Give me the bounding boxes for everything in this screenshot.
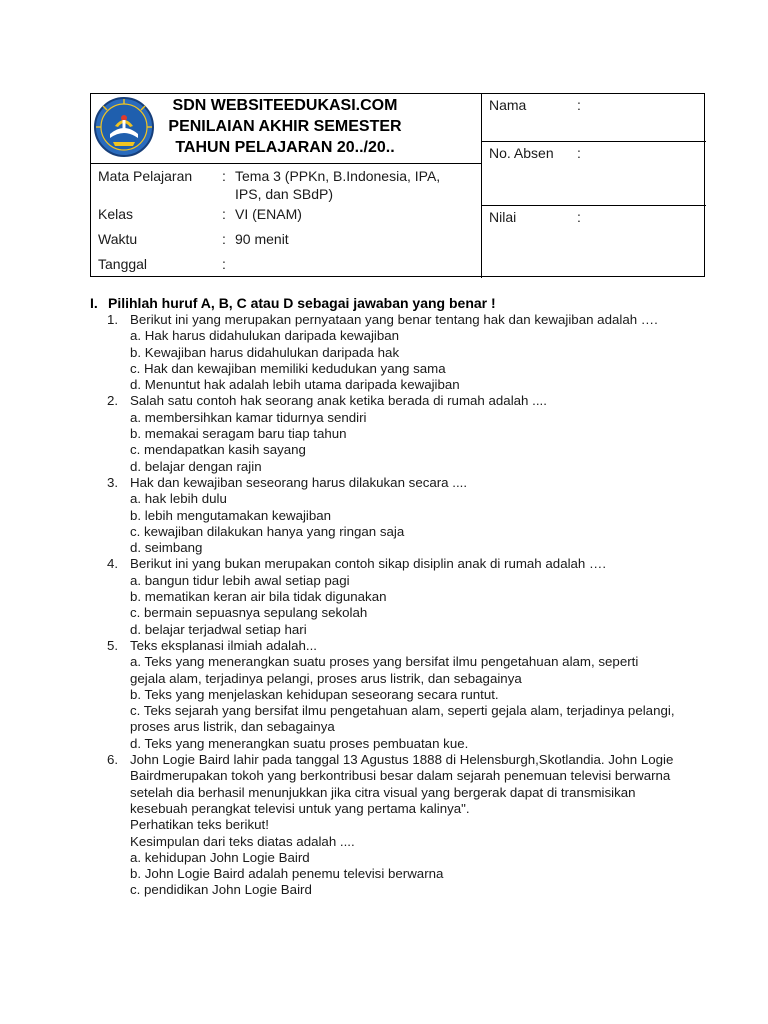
question-text: Berikut ini yang merupakan pernyataan yang benar tentang hak dan kewajiban adalah ….	[130, 312, 658, 327]
answer-option[interactable]: a. membersihkan kamar tidurnya sendiri	[130, 409, 367, 425]
info-colon: :	[222, 168, 226, 184]
info-value: 90 menit	[235, 231, 289, 247]
answer-option[interactable]: b. John Logie Baird adalah penemu televisi berwarna	[130, 866, 444, 882]
question-number: 2.	[107, 393, 119, 409]
answer-option[interactable]: a. kehidupan John Logie Baird	[130, 849, 310, 865]
info-colon: :	[222, 206, 226, 222]
question-text: Hak dan kewajiban seseorang harus dilakukan secara ....	[130, 474, 468, 490]
name-colon: :	[577, 97, 581, 113]
answer-option[interactable]: d. Menuntut hak adalah lebih utama daripada kewajiban	[130, 377, 460, 393]
answer-option[interactable]: c. Hak dan kewajiban memiliki kedudukan yang sama	[130, 360, 446, 376]
exam-name: PENILAIAN AKHIR SEMESTER	[168, 118, 402, 135]
question-item	[107, 475, 677, 556]
answer-option[interactable]: b. memakai seragam baru tiap tahun	[130, 426, 347, 442]
question-item	[107, 638, 677, 752]
info-colon: :	[222, 231, 226, 247]
attendance-number-label: No. Absen	[489, 145, 554, 161]
info-value: VI (ENAM)	[235, 206, 302, 222]
answer-option[interactable]: c. kewajiban dilakukan hanya yang ringan saja	[130, 523, 405, 539]
question-text: John Logie Baird lahir pada tanggal 13 Agustus 1888 di Helensburgh,Skotlandia. John Logie Bairdmerupakan tokoh yang berkontribusi besar dalam sejarah penemuan televisi berwarna setelah dia berhasil menunjukkan jika citra visual yang bergerak dapat di transmisikan kesebuah perangkat televisi untuk yang pertama kalinya".	[130, 752, 674, 816]
attendance-number-cell[interactable]	[482, 142, 706, 206]
answer-option[interactable]: d. belajar terjadwal setiap hari	[130, 621, 307, 637]
school-title-block	[155, 95, 415, 158]
answer-option[interactable]: a. bangun tidur lebih awal setiap pagi	[130, 572, 350, 588]
answer-option[interactable]: c. Teks sejarah yang bersifat ilmu pengetahuan alam, seperti gejala alam, terjadinya pelangi, proses arus listrik, dan sebagainya	[130, 703, 675, 735]
answer-option[interactable]: d. Teks yang menerangkan suatu proses pembuatan kue.	[130, 735, 469, 751]
answer-option[interactable]: c. pendidikan John Logie Baird	[130, 882, 312, 898]
tut-wuri-handayani-logo-icon	[93, 96, 155, 158]
question-note: Perhatikan teks berikut!	[130, 817, 269, 833]
school-name: SDN WEBSITEEDUKASI.COM	[172, 97, 398, 114]
score-cell[interactable]	[482, 206, 706, 278]
question-item	[107, 556, 677, 637]
question-prompt: Kesimpulan dari teks diatas adalah ....	[130, 833, 355, 849]
info-colon: :	[222, 256, 226, 272]
question-number: 3.	[107, 474, 119, 490]
question-item	[107, 752, 677, 899]
answer-option[interactable]: b. Kewajiban harus didahulukan daripada hak	[130, 344, 400, 360]
answer-option[interactable]: c. bermain sepuasnya sepulang sekolah	[130, 605, 368, 621]
question-text: Teks eksplanasi ilmiah adalah...	[130, 637, 317, 653]
answer-option[interactable]: c. mendapatkan kasih sayang	[130, 442, 306, 458]
answer-option[interactable]: d. belajar dengan rajin	[130, 458, 262, 474]
score-label: Nilai	[489, 209, 517, 225]
info-label: Waktu	[98, 231, 138, 247]
info-label: Mata Pelajaran	[98, 168, 193, 184]
answer-option[interactable]: b. lebih mengutamakan kewajiban	[130, 507, 332, 523]
info-label: Kelas	[98, 206, 134, 222]
answer-option[interactable]: a. Hak harus didahulukan daripada kewajiban	[130, 328, 400, 344]
attendance-number-colon: :	[577, 145, 581, 161]
info-label: Tanggal	[98, 256, 148, 272]
question-item	[107, 393, 677, 474]
question-item	[107, 312, 677, 393]
section-number: I.	[90, 295, 98, 311]
question-number: 6.	[107, 752, 119, 768]
answer-option[interactable]: b. Teks yang menjelaskan kehidupan seseorang secara runtut.	[130, 686, 499, 702]
question-text: Berikut ini yang bukan merupakan contoh sikap disiplin anak di rumah adalah ….	[130, 556, 607, 572]
exam-header-table	[90, 93, 705, 277]
question-number: 5.	[107, 637, 119, 653]
name-field-cell[interactable]	[482, 94, 706, 142]
question-list	[107, 312, 677, 899]
answer-option[interactable]: a. Teks yang menerangkan suatu proses yang bersifat ilmu pengetahuan alam, seperti gejala alam, terjadinya pelangi, proses arus listrik, dan sebagainya	[130, 654, 639, 686]
question-text: Salah satu contoh hak seorang anak ketika berada di rumah adalah ....	[130, 393, 547, 409]
score-colon: :	[577, 209, 581, 225]
info-value: Tema 3 (PPKn, B.Indonesia, IPA, IPS, dan SBdP)	[235, 168, 441, 202]
exam-info-cell	[91, 164, 482, 278]
section-instruction-text: Pilihlah huruf A, B, C atau D sebagai jawaban yang benar !	[108, 295, 496, 311]
school-title-cell	[91, 94, 482, 164]
question-number: 4.	[107, 556, 119, 572]
name-label: Nama	[489, 97, 527, 113]
school-year: TAHUN PELAJARAN 20../20..	[175, 139, 395, 156]
answer-option[interactable]: d. seimbang	[130, 540, 203, 556]
answer-option[interactable]: a. hak lebih dulu	[130, 491, 227, 507]
question-number: 1.	[107, 312, 119, 327]
section-instruction	[90, 295, 496, 311]
answer-option[interactable]: b. mematikan keran air bila tidak digunakan	[130, 589, 387, 605]
